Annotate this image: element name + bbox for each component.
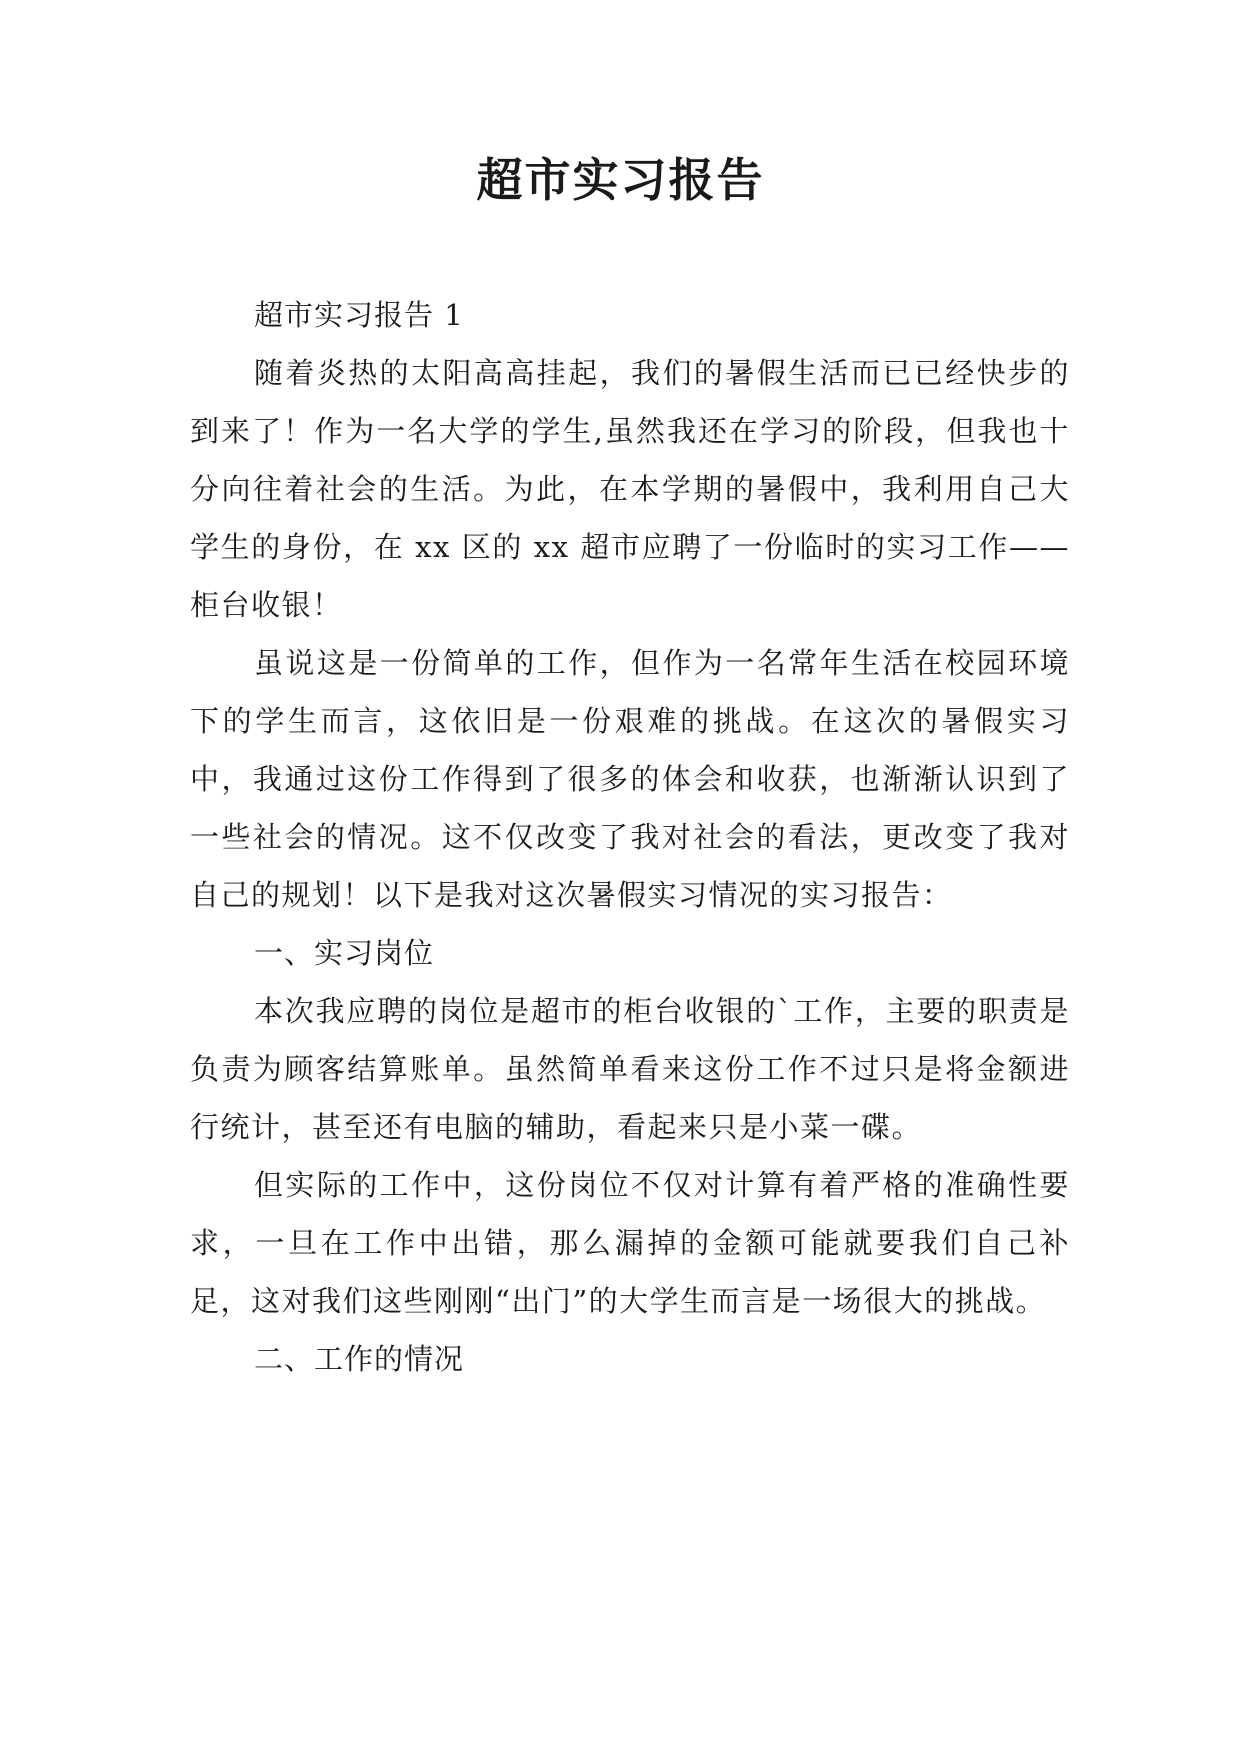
document-body [190,286,1070,1388]
report-subtitle: 超市实习报告 1 [254,298,464,332]
section-heading-work: 二、工作的情况 [254,1342,465,1376]
paragraph-position-difficulty: 但实际的工作中，这份岗位不仅对计算有着严格的准确性要求，一旦在工作中出错，那么漏掉的金额可能就要我们自己补足，这对我们这些刚刚“出门”的大学生而言是一场很大的挑战。 [190,1168,1070,1318]
paragraph-position-duty: 本次我应聘的岗位是超市的柜台收银的`工作，主要的职责是负责为顾客结算账单。虽然简单看来这份工作不过只是将金额进行统计，甚至还有电脑的辅助，看起来只是小菜一碟。 [190,994,1070,1144]
document-title: 超市实习报告 [476,153,765,207]
paragraph-challenge: 虽说这是一份简单的工作，但作为一名常年生活在校园环境下的学生而言，这依旧是一份艰难的挑战。在这次的暑假实习中，我通过这份工作得到了很多的体会和收获，也渐渐认识到了一些社会的情况。这不仅改变了我对社会的看法，更改变了我对自己的规划！以下是我对这次暑假实习情况的实习报告： [190,646,1070,912]
section-heading-position: 一、实习岗位 [254,936,435,970]
paragraph-intro: 随着炎热的太阳高高挂起，我们的暑假生活而已已经快步的到来了！作为一名大学的学生,虽然我还在学习的阶段，但我也十分向往着社会的生活。为此，在本学期的暑假中，我利用自己大学生的身份，在 xx 区的 xx 超市应聘了一份临时的实习工作——柜台收银！ [190,356,1070,622]
